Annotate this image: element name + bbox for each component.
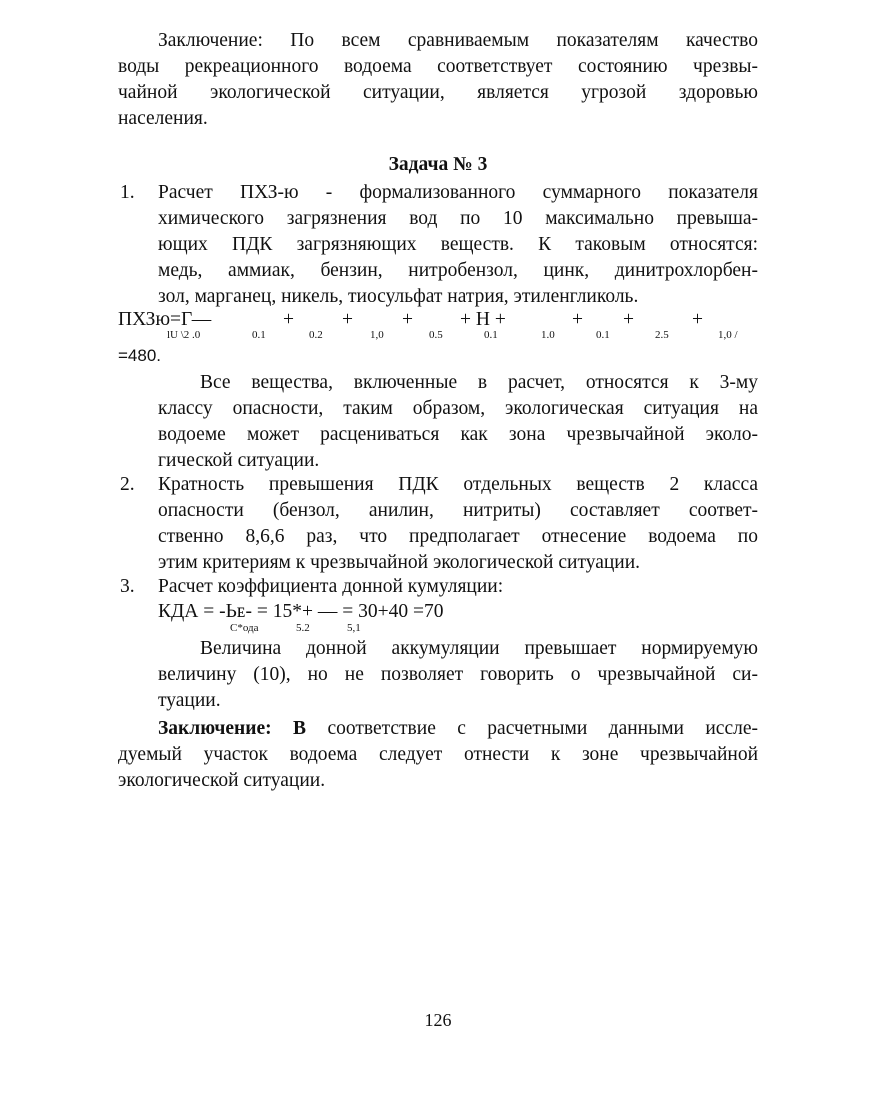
- text-line: туации.: [158, 690, 221, 711]
- text-line: ственно 8,6,6 раз, что предполагает отнесение водоема по: [158, 526, 758, 547]
- text-line: Расчет коэффициента донной кумуляции:: [158, 576, 504, 597]
- formula-subscript: С*ода: [230, 622, 259, 634]
- item-number: 2.: [120, 474, 135, 495]
- text-line: классу опасности, таким образом, экологическая ситуация на: [158, 398, 758, 419]
- formula-main: КДА = -Ьᴇ- = 15*+ — = 30+40 =70: [158, 601, 444, 622]
- task-heading: Задача № 3: [388, 154, 488, 175]
- text-line: Заключение: По всем сравниваемым показателям качество: [158, 30, 758, 51]
- text-line: Все вещества, включенные в расчет, относятся к 3-му: [200, 372, 758, 393]
- text-line: водоеме может расцениваться как зона чрезвычайной эколо-: [158, 424, 758, 445]
- formula-plus: +: [572, 309, 583, 330]
- formula-denominator: 0.5: [429, 329, 443, 341]
- formula-denominator: 2.5: [655, 329, 669, 341]
- text-line: населения.: [118, 108, 208, 129]
- text-line: чайной экологической ситуации, является угрозой здоровью: [118, 82, 758, 103]
- text-line: дуемый участок водоема следует отнести к зоне чрезвычайной: [118, 744, 758, 765]
- formula-result: =480.: [118, 346, 162, 365]
- text-line: [158, 716, 758, 742]
- item-number: 3.: [120, 576, 135, 597]
- formula-plus: +: [623, 309, 634, 330]
- text-line: зол, марганец, никель, тиосульфат натрия, этиленгликоль.: [158, 286, 639, 307]
- text-line: величину (10), но не позволяет говорить о чрезвычайной си-: [158, 664, 758, 685]
- formula-main: ПХЗю=Г—: [118, 309, 212, 330]
- page-number: 126: [424, 1010, 452, 1030]
- formula-subscript: lU \2 .0: [167, 329, 201, 341]
- text-line: химического загрязнения вод по 10 максимально превыша-: [158, 208, 758, 229]
- formula-denominator: 5,1: [347, 622, 361, 634]
- text-line: ющих ПДК загрязняющих веществ. К таковым относятся:: [158, 234, 758, 255]
- formula-plus: +: [283, 309, 294, 330]
- text-line: Кратность превышения ПДК отдельных веществ 2 класса: [158, 474, 758, 495]
- text-line: медь, аммиак, бензин, нитробензол, цинк, динитрохлорбен-: [158, 260, 758, 281]
- text-line: Величина донной аккумуляции превышает нормируемую: [200, 638, 758, 659]
- conclusion-text: соответствие с расчетными данными иссле-: [306, 718, 759, 739]
- formula-denominator: 5.2: [296, 622, 310, 634]
- conclusion-label: Заключение: В: [158, 718, 307, 739]
- text-line: гической ситуации.: [158, 450, 320, 471]
- formula-denominator: 0.1: [596, 329, 610, 341]
- formula-denominator: 1.0: [541, 329, 555, 341]
- formula-plus: +: [402, 309, 413, 330]
- text-line: воды рекреационного водоема соответствует состоянию чрезвы-: [118, 56, 758, 77]
- formula-denominator: 0.1: [252, 329, 266, 341]
- text-line: Расчет ПХЗ-ю - формализованного суммарного показателя: [158, 182, 758, 203]
- text-line: опасности (бензол, анилин, нитриты) составляет соответ-: [158, 500, 758, 521]
- formula-plus: +: [692, 309, 703, 330]
- formula-denominator: 0.2: [309, 329, 323, 341]
- formula-denominator: 1,0 /: [718, 329, 738, 341]
- text-line: экологической ситуации.: [118, 770, 326, 791]
- formula-plus: +: [342, 309, 353, 330]
- item-number: 1.: [120, 182, 135, 203]
- formula-denominator: 1,0: [370, 329, 384, 341]
- formula-plus: + Н +: [460, 309, 506, 330]
- formula-denominator: 0.1: [484, 329, 498, 341]
- text-line: этим критериям к чрезвычайной экологической ситуации.: [158, 552, 641, 573]
